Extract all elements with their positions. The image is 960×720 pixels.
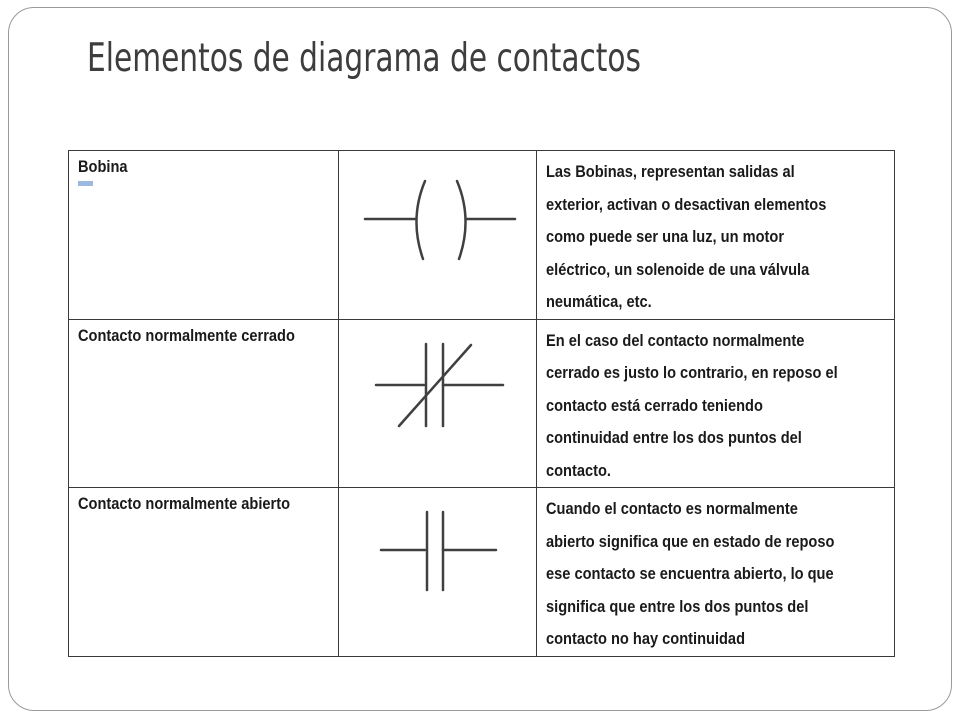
element-description-cell — [537, 319, 895, 488]
element-description-cell — [537, 151, 895, 320]
ladder-elements-table — [68, 150, 895, 657]
description-line: eléctrico, un solenoide de una válvula — [546, 259, 810, 279]
element-symbol-cell — [339, 151, 537, 320]
element-description-cell — [537, 488, 895, 657]
description-line: como puede ser una luz, un motor — [546, 227, 785, 246]
description-line: En el caso del contacto normalmente — [546, 330, 805, 350]
table-row — [69, 151, 895, 320]
element-name: Contacto normalmente cerrado — [78, 325, 295, 345]
description-line: significa que entre los dos puntos del — [546, 596, 809, 616]
description-line: neumática, etc. — [546, 292, 652, 311]
table-row — [69, 319, 895, 488]
slide-title: Elementos de diagrama de contactos — [87, 36, 641, 81]
description-line: Cuando el contacto es normalmente — [546, 499, 798, 518]
element-symbol-cell — [339, 488, 537, 657]
description-line: contacto no hay continuidad — [546, 629, 746, 648]
description-line: contacto. — [546, 460, 611, 480]
element-name-cell — [69, 319, 339, 488]
element-symbol-cell — [339, 319, 537, 488]
text-cursor-marker — [78, 181, 93, 186]
element-name: Bobina — [78, 157, 128, 176]
description-line: continuidad entre los dos puntos del — [546, 428, 802, 447]
element-name-cell — [69, 151, 339, 320]
description-line: Las Bobinas, representan salidas al — [546, 162, 795, 181]
description-line: contacto está cerrado teniendo — [546, 395, 763, 415]
normally-closed-contact-symbol-icon — [339, 320, 537, 480]
coil-symbol-icon — [339, 151, 537, 313]
description-line: abierto significa que en estado de reposo — [546, 531, 835, 551]
table-row — [69, 488, 895, 657]
description-line: exterior, activan o desactivan elementos — [546, 194, 827, 214]
element-name: Contacto normalmente abierto — [78, 494, 291, 513]
description-line: cerrado es justo lo contrario, en reposo el — [546, 363, 838, 382]
normally-open-contact-symbol-icon — [339, 488, 537, 652]
description-line: ese contacto se encuentra abierto, lo que — [546, 564, 834, 583]
element-name-cell — [69, 488, 339, 657]
